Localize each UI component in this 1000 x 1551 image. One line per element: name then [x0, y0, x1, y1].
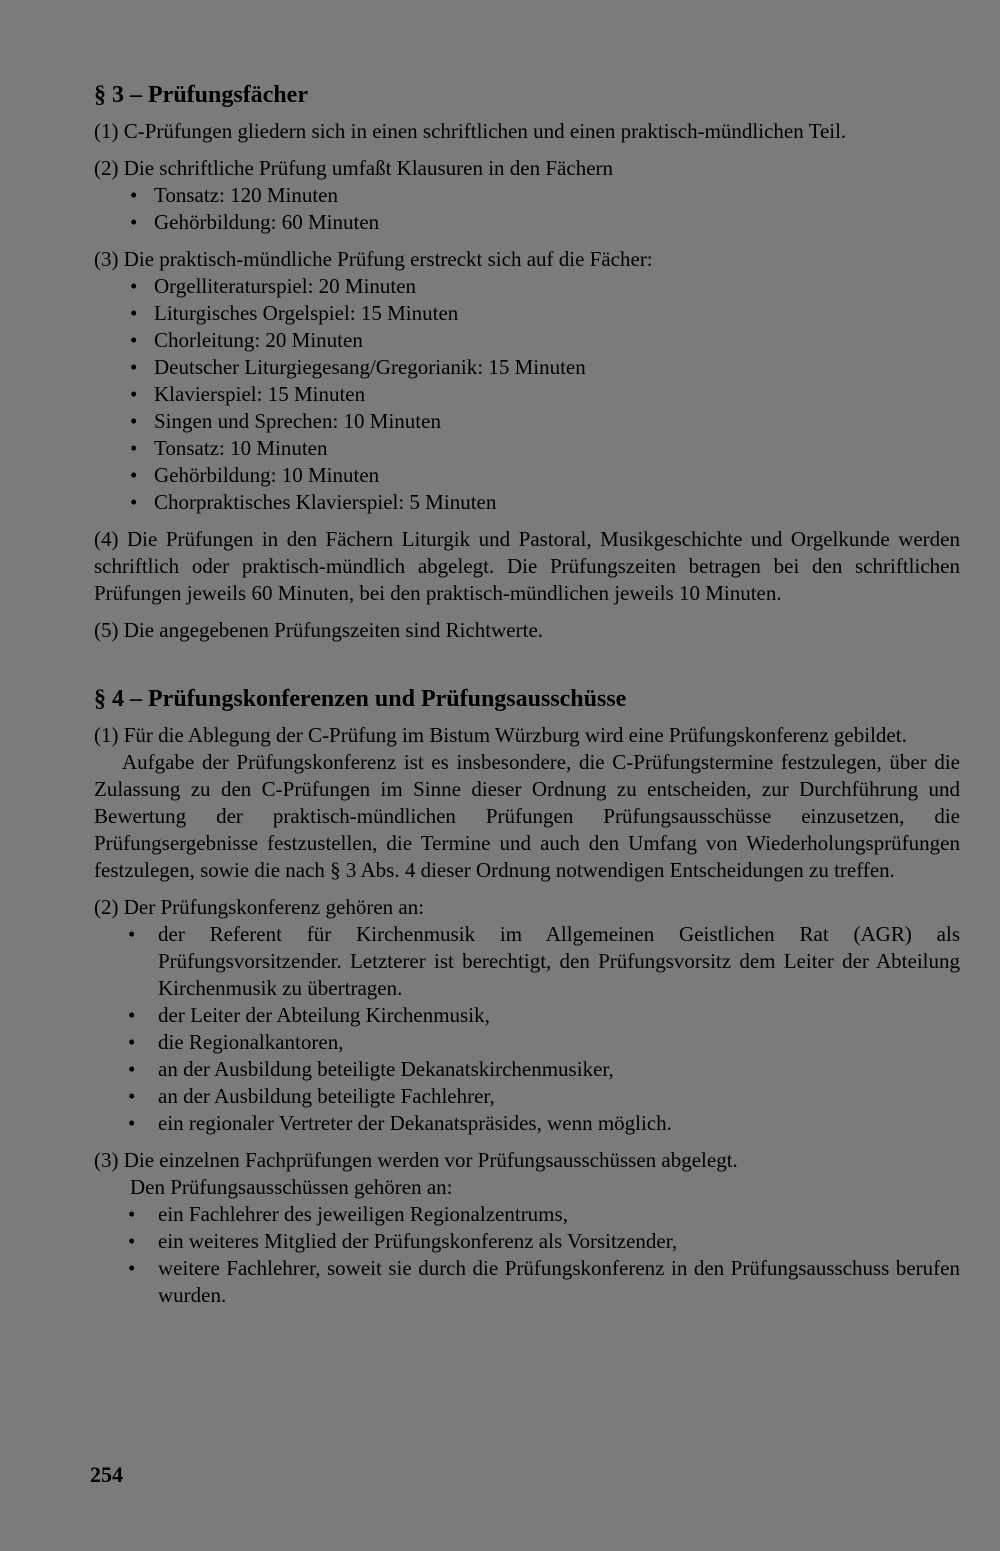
list-item: • ein regionaler Vertreter der Dekanatspräsides, wenn möglich.	[94, 1110, 960, 1137]
list-item: • Liturgisches Orgelspiel: 15 Minuten	[94, 300, 960, 327]
section-4-heading: § 4 – Prüfungskonferenzen und Prüfungsausschüsse	[94, 686, 627, 712]
list-item: • Tonsatz: 120 Minuten	[94, 182, 960, 209]
section-4-paragraph-3	[94, 1147, 960, 1309]
list-item: • Chorleitung: 20 Minuten	[94, 327, 960, 354]
page-number: 254	[90, 1462, 123, 1487]
list-item: • Klavierspiel: 15 Minuten	[94, 381, 960, 408]
section-3-paragraph-4: (4) Die Prüfungen in den Fächern Liturgik und Pastoral, Musikgeschichte und Orgelkunde werden schriftlich oder praktisch-mündlich abgelegt. Die Prüfungszeiten betragen bei den schriftlichen Prüfungen jeweils 60 Minuten, bei den praktisch-mündlichen jeweils 10 Minuten.	[94, 527, 960, 605]
section-3-paragraph-5: (5) Die angegebenen Prüfungszeiten sind Richtwerte.	[94, 618, 544, 642]
section-4-paragraph-1	[94, 722, 960, 884]
section-3-paragraph-2-text: (2) Die schriftliche Prüfung umfaßt Klausuren in den Fächern	[94, 156, 614, 180]
list-item: • der Referent für Kirchenmusik im Allgemeinen Geistlichen Rat (AGR) als Prüfungsvorsitzender. Letzterer ist berechtigt, den Prüfungsvorsitz dem Leiter der Abteilung Kirchenmusik zu übertragen.	[94, 921, 960, 1002]
list-item: • Singen und Sprechen: 10 Minuten	[94, 408, 960, 435]
list-item: • Gehörbildung: 10 Minuten	[94, 462, 960, 489]
section-4-paragraph-1-text: (1) Für die Ablegung der C-Prüfung im Bistum Würzburg wird eine Prüfungskonferenz gebildet.	[94, 723, 907, 747]
list-item: • die Regionalkantoren,	[94, 1029, 960, 1056]
list-item: • weitere Fachlehrer, soweit sie durch die Prüfungskonferenz in den Prüfungsausschuss berufen wurden.	[94, 1255, 960, 1309]
document-page	[94, 80, 960, 1319]
list-item: • an der Ausbildung beteiligte Fachlehrer,	[94, 1083, 960, 1110]
section-3-paragraph-3-text: (3) Die praktisch-mündliche Prüfung erstreckt sich auf die Fächer:	[94, 247, 653, 271]
section-3-paragraph-1: (1) C-Prüfungen gliedern sich in einen schriftlichen und einen praktisch-mündlichen Teil.	[94, 119, 847, 143]
list-item: • an der Ausbildung beteiligte Dekanatskirchenmusiker,	[94, 1056, 960, 1083]
written-exam-list	[94, 182, 960, 236]
section-4-paragraph-3-subtext: Den Prüfungsausschüssen gehören an:	[130, 1175, 453, 1199]
list-item: • ein weiteres Mitglied der Prüfungskonferenz als Vorsitzender,	[94, 1228, 960, 1255]
list-item: • Tonsatz: 10 Minuten	[94, 435, 960, 462]
list-item: • Orgelliteraturspiel: 20 Minuten	[94, 273, 960, 300]
list-item: • ein Fachlehrer des jeweiligen Regionalzentrums,	[94, 1201, 960, 1228]
section-3-paragraph-3	[94, 246, 960, 516]
section-4-paragraph-2	[94, 894, 960, 1137]
section-4-paragraph-1-continuation: Aufgabe der Prüfungskonferenz ist es insbesondere, die C-Prüfungstermine festzulegen, über die Zulassung zu den C-Prüfungen im Sinne dieser Ordnung zu entscheiden, zur Durchführung und Bewertung der praktisch-mündlichen Prüfungen Prüfungsausschüsse einzusetzen, die Prüfungsergebnisse festzustellen, die Termine und auch den Umfang von Wiederholungsprüfungen festzulegen, sowie die nach § 3 Abs. 4 dieser Ordnung notwendigen Entscheidungen zu treffen.	[94, 750, 960, 882]
list-item: • Chorpraktisches Klavierspiel: 5 Minuten	[94, 489, 960, 516]
oral-exam-list	[94, 273, 960, 516]
conference-members-list	[94, 921, 960, 1137]
committee-members-list	[94, 1201, 960, 1309]
section-4-paragraph-2-text: (2) Der Prüfungskonferenz gehören an:	[94, 895, 425, 919]
list-item: • Gehörbildung: 60 Minuten	[94, 209, 960, 236]
section-divider-space	[94, 654, 960, 684]
list-item: • Deutscher Liturgiegesang/Gregorianik: 15 Minuten	[94, 354, 960, 381]
section-3-paragraph-2	[94, 155, 960, 236]
section-4-paragraph-3-text: (3) Die einzelnen Fachprüfungen werden vor Prüfungsausschüssen abgelegt.	[94, 1148, 738, 1172]
section-3-heading: § 3 – Prüfungsfächer	[94, 82, 308, 108]
list-item: • der Leiter der Abteilung Kirchenmusik,	[94, 1002, 960, 1029]
